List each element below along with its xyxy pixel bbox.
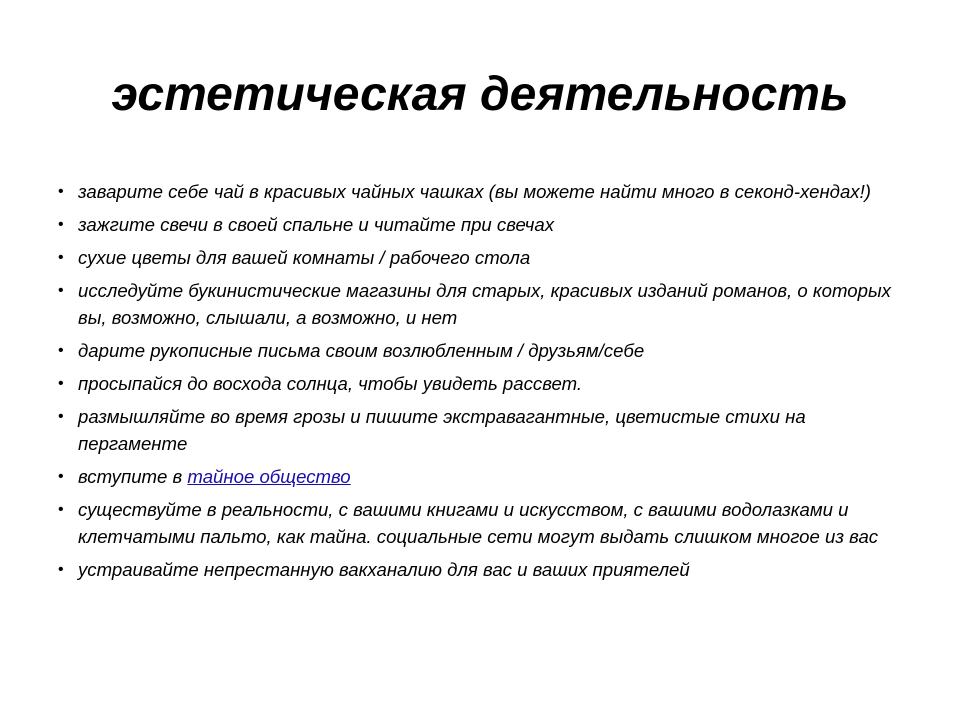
list-item [56, 337, 916, 364]
bullet-icon: • [58, 249, 64, 266]
list-item [56, 178, 916, 205]
list-item-text: вступите в [78, 466, 188, 487]
bullet-icon: • [58, 183, 64, 200]
list-item [56, 403, 916, 457]
bullet-icon: • [58, 468, 64, 485]
list-item-text: существуйте в реальности, с вашими книгами и искусством, с вашими водолазками и клетчатыми пальто, как тайна. социальные сети могут выдать слишком многое из вас [78, 499, 879, 547]
bullet-icon: • [58, 282, 64, 299]
slide-title: эстетическая деятельность [111, 68, 849, 121]
list-item-text: дарите рукописные письма своим возлюбленным / друзьям/себе [78, 340, 645, 361]
list-item-text: исследуйте букинистические магазины для старых, красивых изданий романов, о которых вы, возможно, слышали, а возможно, и нет [78, 280, 891, 328]
bullet-list [56, 178, 916, 589]
list-item-text: просыпайся до восхода солнца, чтобы увидеть рассвет. [78, 373, 583, 394]
bullet-icon: • [58, 216, 64, 233]
bullet-icon: • [58, 408, 64, 425]
list-item-text: размышляйте во время грозы и пишите экстравагантные, цветистые стихи на пергаменте [78, 406, 806, 454]
list-item [56, 463, 916, 490]
list-item [56, 244, 916, 271]
list-item [56, 496, 916, 550]
list-item-text: заварите себе чай в красивых чайных чашках (вы можете найти много в секонд-хендах!) [78, 181, 871, 202]
bullet-icon: • [58, 342, 64, 359]
list-item [56, 370, 916, 397]
secret-society-link[interactable]: тайное общество [187, 466, 351, 487]
list-item-text: сухие цветы для вашей комнаты / рабочего стола [78, 247, 531, 268]
bullet-icon: • [58, 375, 64, 392]
list-item-text: зажгите свечи в своей спальне и читайте при свечах [78, 214, 555, 235]
bullet-icon: • [58, 501, 64, 518]
list-item [56, 277, 916, 331]
list-item-text: устраивайте непрестанную вакханалию для вас и ваших приятелей [78, 559, 690, 580]
list-item [56, 556, 916, 583]
bullet-icon: • [58, 561, 64, 578]
list-item [56, 211, 916, 238]
